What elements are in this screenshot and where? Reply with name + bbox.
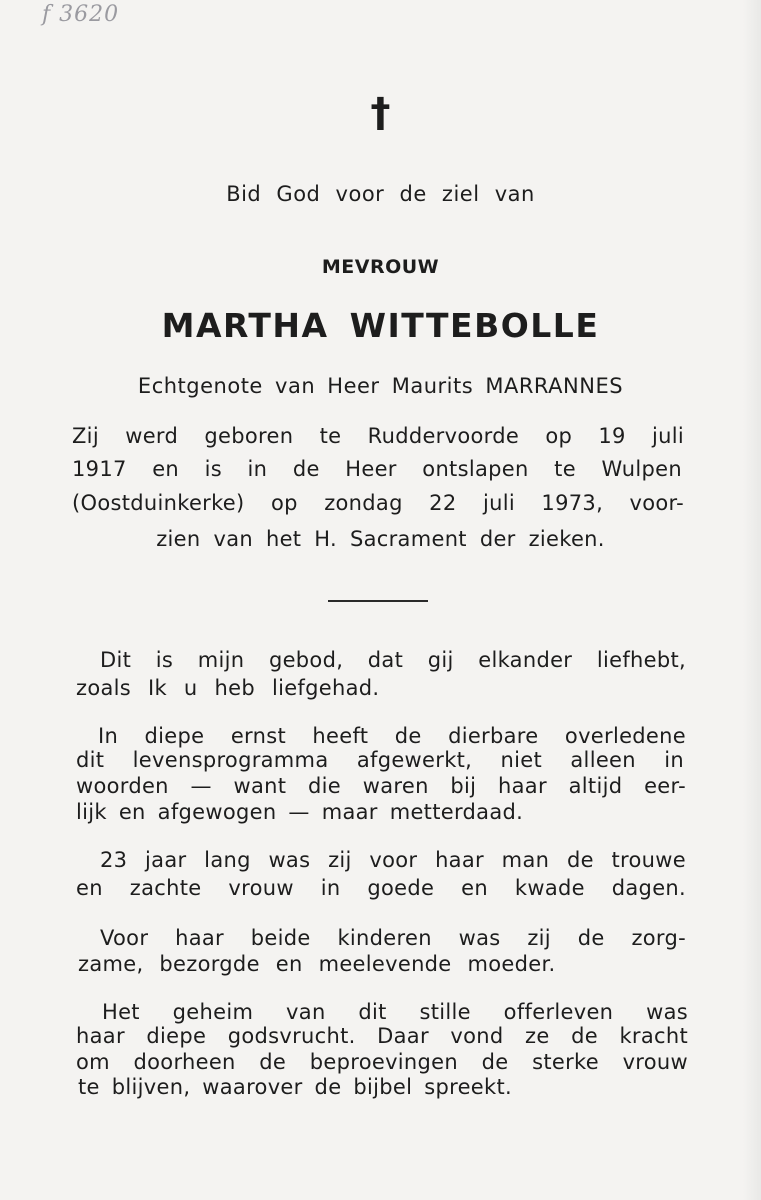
archive-number: f 3620 xyxy=(42,2,120,27)
biography-line: zien van het H. Sacrament der zieken. xyxy=(156,527,605,551)
paragraph-line: 23 jaar lang was zij voor haar man de trouwe xyxy=(100,848,686,872)
spouse-line: Echtgenote van Heer Maurits MARRANNES xyxy=(137,374,624,398)
verse-line: Dit is mijn gebod, dat gij elkander liefhebt, xyxy=(100,648,686,672)
paragraph-line: Het geheim van dit stille offerleven was xyxy=(102,1000,688,1024)
verse-line: zoals Ik u heb liefgehad. xyxy=(76,676,380,700)
cross-icon: † xyxy=(370,90,391,136)
biography-line: 1917 en is in de Heer ontslapen te Wulpen xyxy=(72,457,682,481)
deceased-name: MARTHA WITTEBOLLE xyxy=(161,306,600,345)
paragraph-line: haar diepe godsvrucht. Daar vond ze de kracht xyxy=(76,1024,688,1048)
divider xyxy=(328,600,428,602)
paragraph-line: woorden — want die waren bij haar altijd eer- xyxy=(76,774,686,798)
paragraph-line: lijk en afgewogen — maar metterdaad. xyxy=(76,800,524,824)
paragraph-line: om doorheen de beproevingen de sterke vrouw xyxy=(76,1050,688,1074)
paragraph-line: In diepe ernst heeft de dierbare overledene xyxy=(98,724,686,748)
biography-line: (Oostduinkerke) op zondag 22 juli 1973, voor- xyxy=(72,491,684,515)
card-edge xyxy=(743,0,761,1200)
honorific-title: MEVROUW xyxy=(321,256,440,278)
paragraph-line: te blijven, waarover de bijbel spreekt. xyxy=(78,1075,512,1099)
prayer-line: Bid God voor de ziel van xyxy=(226,182,535,206)
paragraph-line: zame, bezorgde en meelevende moeder. xyxy=(78,952,556,976)
biography-line: Zij werd geboren te Ruddervoorde op 19 juli xyxy=(72,424,684,448)
paragraph-line: en zachte vrouw in goede en kwade dagen. xyxy=(76,876,686,900)
paragraph-line: dit levensprogramma afgewerkt, niet alleen in xyxy=(76,748,684,772)
paragraph-line: Voor haar beide kinderen was zij de zorg- xyxy=(100,926,686,950)
